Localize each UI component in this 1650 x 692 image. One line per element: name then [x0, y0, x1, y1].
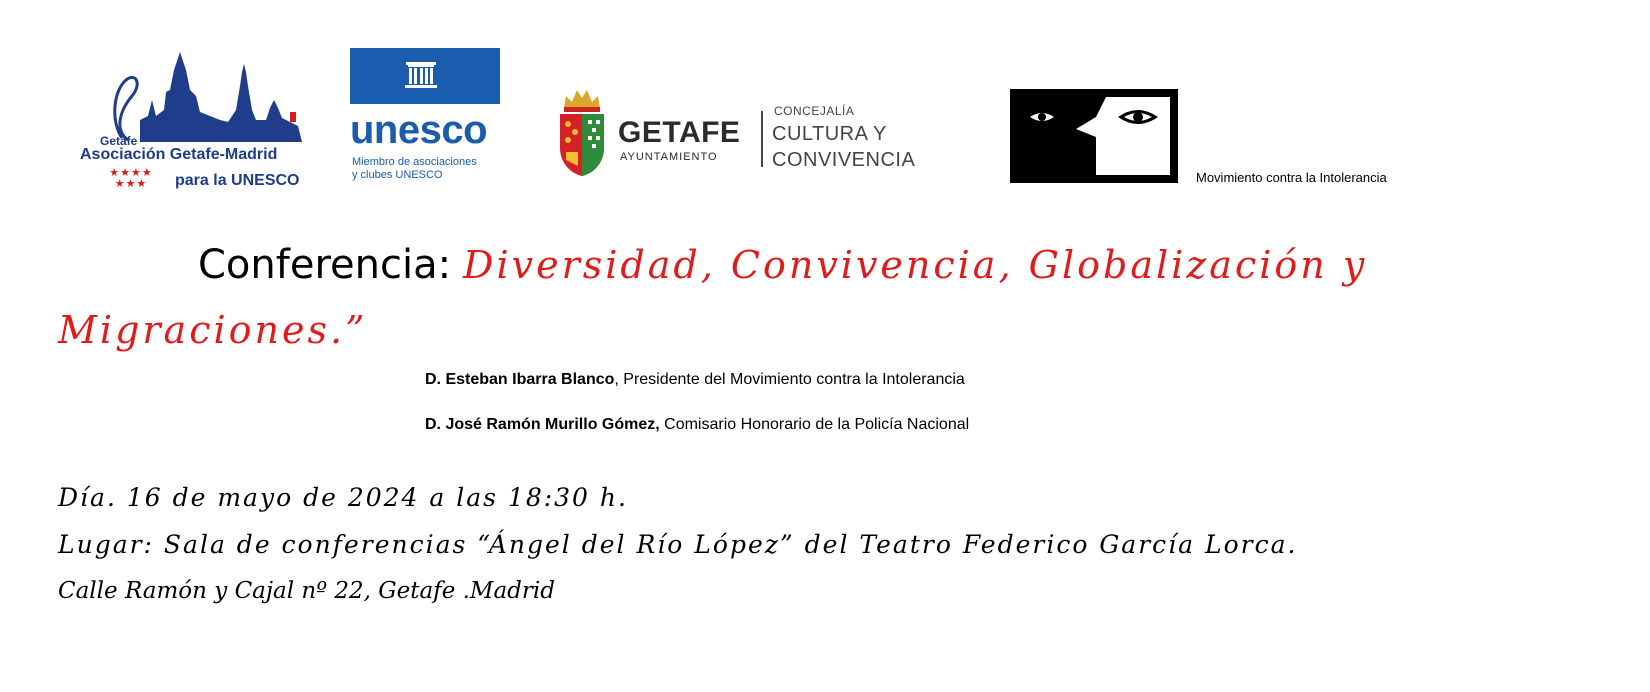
conference-topic-line2: Migraciones.”	[58, 308, 368, 352]
ayuntamiento-name: GETAFE	[618, 116, 741, 149]
conference-label: Conferencia:	[198, 242, 452, 288]
speaker-1-role: , Presidente del Movimiento contra la Intolerancia	[614, 371, 965, 388]
event-place: Lugar: Sala de conferencias “Ángel del Río López” del Teatro Federico García Lorca.	[58, 530, 1298, 559]
asociacion-subtitle: para la UNESCO	[175, 172, 300, 189]
unesco-caption-line1: Miembro de asociaciones	[352, 156, 477, 168]
concejalia-line2: CONVIVENCIA	[772, 149, 916, 171]
unesco-wordmark: unesco	[350, 108, 488, 152]
ayuntamiento-getafe-logo	[556, 86, 956, 186]
unesco-caption-line2: y clubes UNESCO	[352, 169, 443, 181]
face-eye-icon	[1010, 89, 1178, 183]
ayuntamiento-label: AYUNTAMIENTO	[620, 151, 718, 163]
speaker-1-name: D. Esteban Ibarra Blanco	[425, 371, 615, 388]
speaker-1	[425, 371, 965, 389]
coat-of-arms-icon	[556, 86, 608, 178]
speaker-2	[425, 416, 969, 434]
asociacion-name: Asociación Getafe-Madrid	[80, 146, 278, 163]
conference-title	[198, 236, 1367, 293]
logo-divider	[761, 111, 763, 167]
unesco-temple-icon	[350, 48, 500, 104]
unesco-logo	[350, 48, 525, 188]
speaker-2-role: Comisario Honorario de la Policía Nacional	[659, 416, 970, 433]
asociacion-small-text: Getafe	[100, 134, 138, 148]
speaker-2-name: D. José Ramón Murillo Gómez,	[425, 416, 660, 433]
conference-title-cont	[58, 302, 368, 367]
movimiento-intolerancia-logo	[1010, 89, 1178, 183]
asociacion-getafe-logo	[70, 50, 330, 190]
concejalia-label: CONCEJALÍA	[774, 104, 855, 118]
movimiento-intolerancia-caption: Movimiento contra la Intolerancia	[1196, 170, 1387, 185]
stars-icon: ★★★★ ★★★	[109, 167, 153, 190]
event-date: Día. 16 de mayo de 2024 a las 18:30 h.	[58, 483, 628, 512]
conference-topic-line1: Diversidad, Convivencia, Globalización y	[463, 243, 1368, 287]
concejalia-line1: CULTURA Y	[772, 123, 887, 145]
event-address: Calle Ramón y Cajal nº 22, Getafe .Madrid	[58, 578, 555, 604]
